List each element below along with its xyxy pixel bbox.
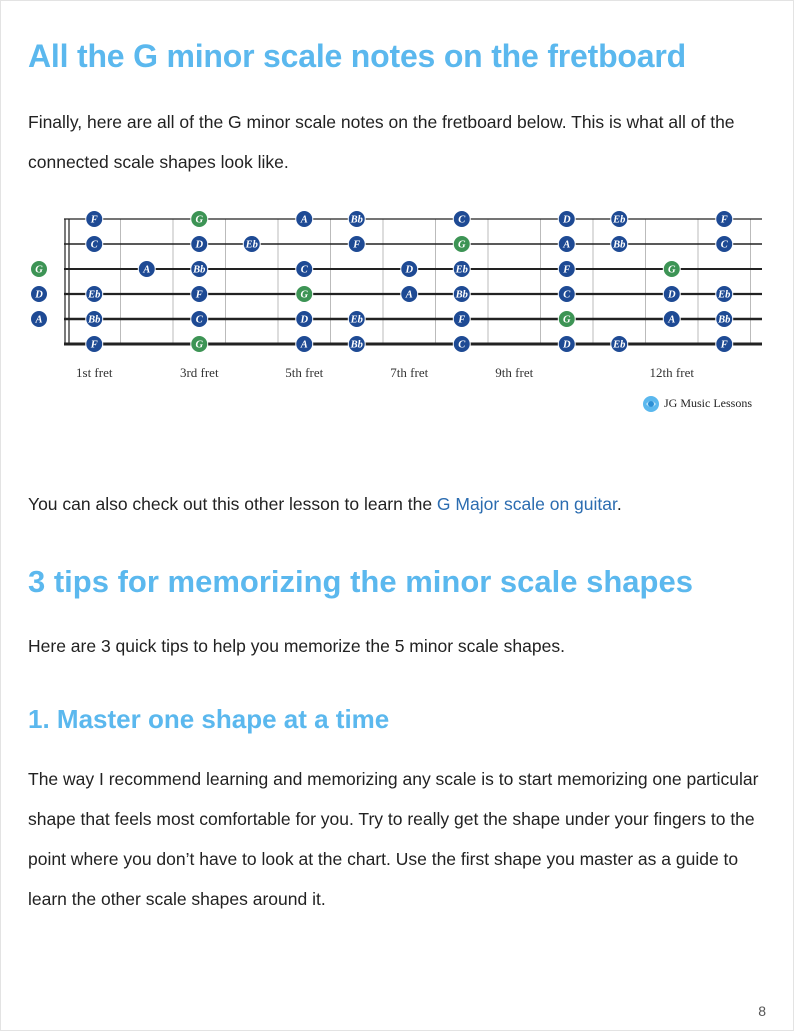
open-note-label: D [35, 289, 43, 301]
fret-label: 9th fret [495, 365, 534, 380]
tips-intro: Here are 3 quick tips to help you memorize the 5 minor scale shapes. [28, 636, 565, 656]
section-heading-tips: 3 tips for memorizing the minor scale shapes [28, 564, 693, 599]
intro-paragraph: Finally, here are all of the G minor scale notes on the fretboard below. This is what all of the connected scale shapes look like. [28, 112, 735, 172]
also-end: . [616, 494, 622, 514]
scale-note-label: C [563, 289, 571, 301]
scale-note-label: D [667, 289, 676, 301]
scale-note-label: Bb [350, 214, 363, 226]
scale-note-label: Bb [193, 264, 206, 276]
scale-note-label: Eb [718, 289, 731, 301]
scale-note-label: D [195, 239, 204, 251]
scale-note-label: Eb [613, 214, 626, 226]
open-note-label: A [35, 314, 43, 326]
scale-note-label: G [562, 314, 571, 326]
brand-name: JG Music Lessons [664, 395, 753, 410]
scale-note-label: C [300, 264, 308, 276]
fret-label: 12th fret [649, 365, 694, 380]
scale-note-label: Bb [350, 339, 363, 351]
scale-note-label: Bb [718, 314, 731, 326]
scale-note-label: G [667, 264, 676, 276]
brand-mark [642, 395, 752, 413]
scale-note-label: G [457, 239, 466, 251]
scale-note-label: A [143, 264, 151, 276]
also-paragraph [28, 493, 768, 515]
scale-note-label: Bb [455, 289, 468, 301]
scale-note-label: Eb [245, 239, 258, 251]
fret-label: 3rd fret [179, 365, 219, 380]
also-text: You can also check out this other lesson to learn the [28, 494, 437, 514]
tip1-heading: 1. Master one shape at a time [28, 704, 390, 734]
scale-note-label: F [458, 314, 466, 326]
scale-note-label: F [90, 214, 98, 226]
scale-note-label: F [195, 289, 203, 301]
scale-note-label: G [195, 339, 204, 351]
scale-note-label: F [90, 339, 98, 351]
scale-note-label: C [195, 314, 203, 326]
tip1-paragraph: The way I recommend learning and memorizing any scale is to start memorizing one particular shape that feels most comfortable for you. Try to really get the shape under your fingers to the point where you don’t have to look at the chart. Use the first shape you master as a guide to learn the other scale shapes around it. [28, 769, 759, 909]
scale-note-label: D [300, 314, 309, 326]
scale-note-label: G [300, 289, 309, 301]
scale-note-label: A [405, 289, 413, 301]
scale-note-label: F [720, 214, 728, 226]
scale-note-label: A [300, 339, 308, 351]
scale-note-label: D [562, 214, 571, 226]
scale-note-label: F [720, 339, 728, 351]
scale-note-label: F [353, 239, 361, 251]
open-note-label: G [35, 264, 43, 276]
scale-note-label: A [563, 239, 571, 251]
scale-note-label: D [562, 339, 571, 351]
scale-note-label: D [405, 264, 414, 276]
fret-label: 1st fret [76, 365, 113, 380]
scale-note-label: Eb [455, 264, 468, 276]
section-heading-fretboard: All the G minor scale notes on the fretboard [28, 38, 686, 74]
scale-note-label: A [668, 314, 676, 326]
scale-note-label: Eb [350, 314, 363, 326]
scale-note-label: C [90, 239, 98, 251]
scale-note-label: C [720, 239, 728, 251]
scale-note-label: C [458, 214, 466, 226]
fret-label: 7th fret [390, 365, 429, 380]
fret-label: 5th fret [285, 365, 324, 380]
page-number: 8 [758, 1003, 766, 1019]
scale-note-label: G [195, 214, 204, 226]
scale-note-label: Bb [613, 239, 626, 251]
scale-note-label: A [300, 214, 308, 226]
g-major-scale-link[interactable]: G Major scale on guitar [436, 494, 617, 514]
jg-logo-icon [642, 395, 660, 413]
scale-note-label: Eb [613, 339, 626, 351]
scale-note-label: Bb [88, 314, 101, 326]
scale-note-label: Eb [88, 289, 101, 301]
scale-note-label: F [563, 264, 571, 276]
scale-note-label: C [458, 339, 466, 351]
fretboard-diagram [20, 205, 770, 385]
